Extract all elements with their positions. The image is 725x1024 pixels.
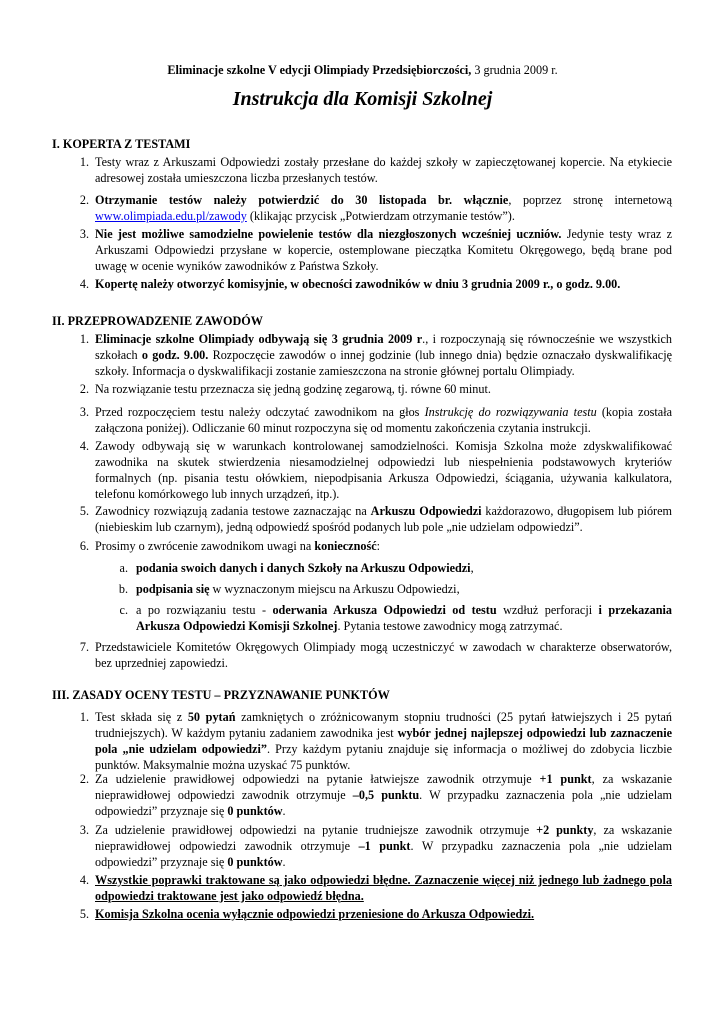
item-number: 5.	[79, 504, 89, 518]
emphasis: –1 punkt	[358, 838, 411, 853]
list-item: Zawody odbywają się w warunkach kontrolowanej samodzielności. Komisja Szkolna może zdyskwalifikować zawodnika na skutek stwierdzenia niesamodzielnej odpowiedzi lub niespełnienia podstawowych kryteriów formalnych (np. pisania testu ołówkiem, niepodpisania Arkusza Odpowiedzi, ściągania, używania kalkulatora, telefonu komórkowego lub innych urządzeń, itp.).	[95, 439, 672, 501]
emphasis: podania swoich danych i danych Szkoły na Arkuszu Odpowiedzi	[136, 561, 471, 575]
item-text: Za udzielenie prawidłowej odpowiedzi na pytanie łatwiejsze zawodnik otrzymuje	[95, 772, 540, 786]
item-number: 1.	[79, 155, 89, 169]
item-text: Jedynie testy wraz z Arkuszami Odpowiedzi przysłane w kopercie, ostemplowane pieczątka Komitetu Okręgowego, będą brane pod uwagę w ocenie wyników zawodników z Państwa Szkoły.	[95, 227, 672, 273]
section-3-heading: III. ZASADY OCENY TESTU – PRZYZNAWANIE PUNKTÓW	[52, 688, 390, 702]
emphasis: wybór jednej najlepszej odpowiedzi lub zaznaczenie pola „nie udzielam odpowiedzi”	[95, 725, 672, 756]
item-text: zamkniętych o zróżnicowanym stopniu trudności (25 pytań łatwiejszych i 25 pytań trudniejszych). W każdym pytaniu zadaniem zawodnika jest	[95, 710, 672, 740]
emphasis: +2 punkty	[536, 823, 594, 837]
list-item	[95, 277, 672, 293]
emphasis: i przekazania Arkusza Odpowiedzi Komisji Szkolnej	[136, 603, 673, 633]
item-number: 1.	[79, 332, 89, 346]
item-number: 6.	[79, 539, 89, 553]
item-text: ,	[470, 561, 474, 575]
item-text: .	[282, 803, 286, 818]
item-text: (klikając przycisk „Potwierdzam otrzymanie testów”).	[246, 208, 515, 223]
section-2-heading: II. PRZEPROWADZENIE ZAWODÓW	[52, 314, 263, 328]
subitem-letter: c.	[119, 603, 128, 617]
item-text: :	[376, 539, 381, 553]
item-number: 1.	[79, 710, 89, 724]
item-number: 7.	[79, 640, 89, 654]
list-item	[95, 907, 672, 923]
item-text: każdorazowo, długopisem lub piórem (niebieskim lub czarnym), jedną odpowiedź spośród podanych lub pole „nie udzielam odpowiedzi”.	[95, 504, 672, 534]
emphasis: +1 punkt	[539, 772, 592, 786]
emphasis: Arkuszu Odpowiedzi	[370, 504, 482, 518]
emphasis: o godz. 9.00.	[141, 347, 209, 362]
item-text: Za udzielenie prawidłowej odpowiedzi na pytanie trudniejsze zawodnik otrzymuje	[95, 823, 537, 837]
item-number: 5.	[79, 907, 89, 921]
item-number: 4.	[79, 277, 89, 291]
list-item	[95, 227, 672, 275]
item-text: Rozpoczęcie zawodów o innej godzinie (lub innego dnia) będzie oznaczało dyskwalifikację szkoły. Informacja o dyskwalifikacji zostanie zamieszczona na stronie głównej portalu Olimpiady.	[95, 347, 673, 378]
emphasis: Eliminacje szkolne Olimpiady odbywają się 3 grudnia 2009 r	[95, 332, 423, 346]
underlined-rule: Wszystkie poprawki traktowane są jako odpowiedzi błędne. Zaznaczenie więcej niż jednego lub żadnego pola odpowiedzi traktowane jest jako odpowiedź błędna.	[95, 873, 672, 903]
item-number: 3.	[79, 405, 89, 419]
subitem-letter: a.	[119, 561, 128, 575]
emphasis: Otrzymanie testów należy potwierdzić do 30 listopada br. włącznie	[95, 193, 509, 207]
list-item	[95, 873, 672, 905]
document-header	[0, 63, 725, 78]
list-item	[95, 405, 672, 437]
item-number: 3.	[79, 227, 89, 241]
emphasis: 0 punktów	[227, 803, 283, 818]
item-text: . W przypadku zaznaczenia pola „nie udzielam odpowiedzi” przyznaje się	[95, 787, 672, 818]
item-text: .	[282, 854, 286, 869]
instruction-title: Instrukcję do rozwiązywania testu	[424, 405, 597, 419]
list-item	[95, 539, 672, 555]
item-text: , za wskazanie nieprawidłowej odpowiedzi zawodnik otrzymuje	[95, 823, 672, 853]
item-text: Przed rozpoczęciem testu należy odczytać zawodnikom na głos	[95, 405, 425, 419]
emphasis: 50 pytań	[187, 710, 236, 724]
item-text: Prosimy o zwrócenie zawodnikom uwagi na	[95, 539, 315, 553]
emphasis: oderwania Arkusza Odpowiedzi od testu	[272, 603, 497, 617]
item-text: a po rozwiązaniu testu -	[136, 603, 273, 617]
list-item: Przedstawiciele Komitetów Okręgowych Olimpiady mogą uczestniczyć w zawodach w charakterze obserwatorów, bez uprzedniej zapowiedzi.	[95, 640, 672, 670]
section-1-heading: I. KOPERTA Z TESTAMI	[52, 137, 191, 151]
item-text: , za wskazanie nieprawidłowej odpowiedzi zawodnik otrzymuje	[95, 772, 672, 802]
item-text: . Pytania testowe zawodnicy mogą zatrzymać.	[337, 618, 563, 633]
zawody-link[interactable]: www.olimpiada.edu.pl/zawody	[95, 208, 247, 223]
list-item	[95, 504, 672, 536]
list-item: Testy wraz z Arkuszami Odpowiedzi zostały przesłane do każdej szkoły w zapieczętowanej kopercie. Na etykiecie adresowej została umieszczona liczba przesłanych testów.	[95, 155, 672, 185]
list-item	[95, 772, 672, 820]
item-text: ., i rozpoczynają się równocześnie we wszystkich szkołach	[95, 332, 672, 362]
list-item	[95, 193, 672, 225]
item-text: . Przy każdym pytaniu znajduje się informacja o możliwej do zdobycia liczbie punktów. Maksymalnie można uzyskać 75 punktów.	[95, 741, 673, 772]
header-event: Eliminacje szkolne V edycji Olimpiady Przedsiębiorczości,	[167, 63, 472, 77]
item-text: . W przypadku zaznaczenia pola „nie udzielam odpowiedzi” przyznaje się	[95, 838, 672, 869]
item-number: 2.	[79, 772, 89, 786]
item-number: 4.	[79, 873, 89, 887]
sub-list-item	[136, 603, 672, 635]
page-title: Instrukcja dla Komisji Szkolnej	[232, 88, 493, 110]
item-text: w wyznaczonym miejscu na Arkuszu Odpowiedzi,	[209, 582, 460, 596]
item-text: Zawodnicy rozwiązują zadania testowe zaznaczając na	[95, 504, 371, 518]
item-number: 4.	[79, 439, 89, 453]
item-number: 2.	[79, 382, 89, 396]
list-item	[95, 332, 672, 380]
emphasis: Kopertę należy otworzyć komisyjnie, w obecności zawodników w dniu 3 grudnia 2009 r., o godz. 9.00.	[95, 277, 621, 291]
list-item: Na rozwiązanie testu przeznacza się jedną godzinę zegarową, tj. równe 60 minut.	[95, 382, 491, 396]
emphasis: konieczność	[314, 539, 377, 553]
item-number: 2.	[79, 193, 89, 207]
emphasis: –0,5 punktu	[352, 787, 420, 802]
emphasis: 0 punktów	[227, 854, 283, 869]
item-text: Test składa się z	[95, 710, 188, 724]
item-text: (kopia została załączona poniżej). Odliczanie 60 minut rozpoczyna się od momentu zakończenia czytania instrukcji.	[95, 405, 672, 435]
underlined-rule: Komisja Szkolna ocenia wyłącznie odpowiedzi przeniesione do Arkusza Odpowiedzi.	[95, 907, 535, 921]
sub-list-item	[136, 561, 672, 577]
item-text: wzdłuż perforacji	[496, 603, 599, 617]
emphasis: podpisania się	[136, 582, 210, 596]
sub-list-item	[136, 582, 672, 598]
list-item	[95, 710, 672, 774]
emphasis: Nie jest możliwe samodzielne powielenie testów dla niezgłoszonych wcześniej uczniów.	[95, 227, 562, 241]
subitem-letter: b.	[118, 582, 128, 596]
item-text: , poprzez stronę internetową	[508, 193, 672, 207]
item-number: 3.	[79, 823, 89, 837]
list-item	[95, 823, 672, 871]
header-date: 3 grudnia 2009 r.	[471, 63, 558, 77]
